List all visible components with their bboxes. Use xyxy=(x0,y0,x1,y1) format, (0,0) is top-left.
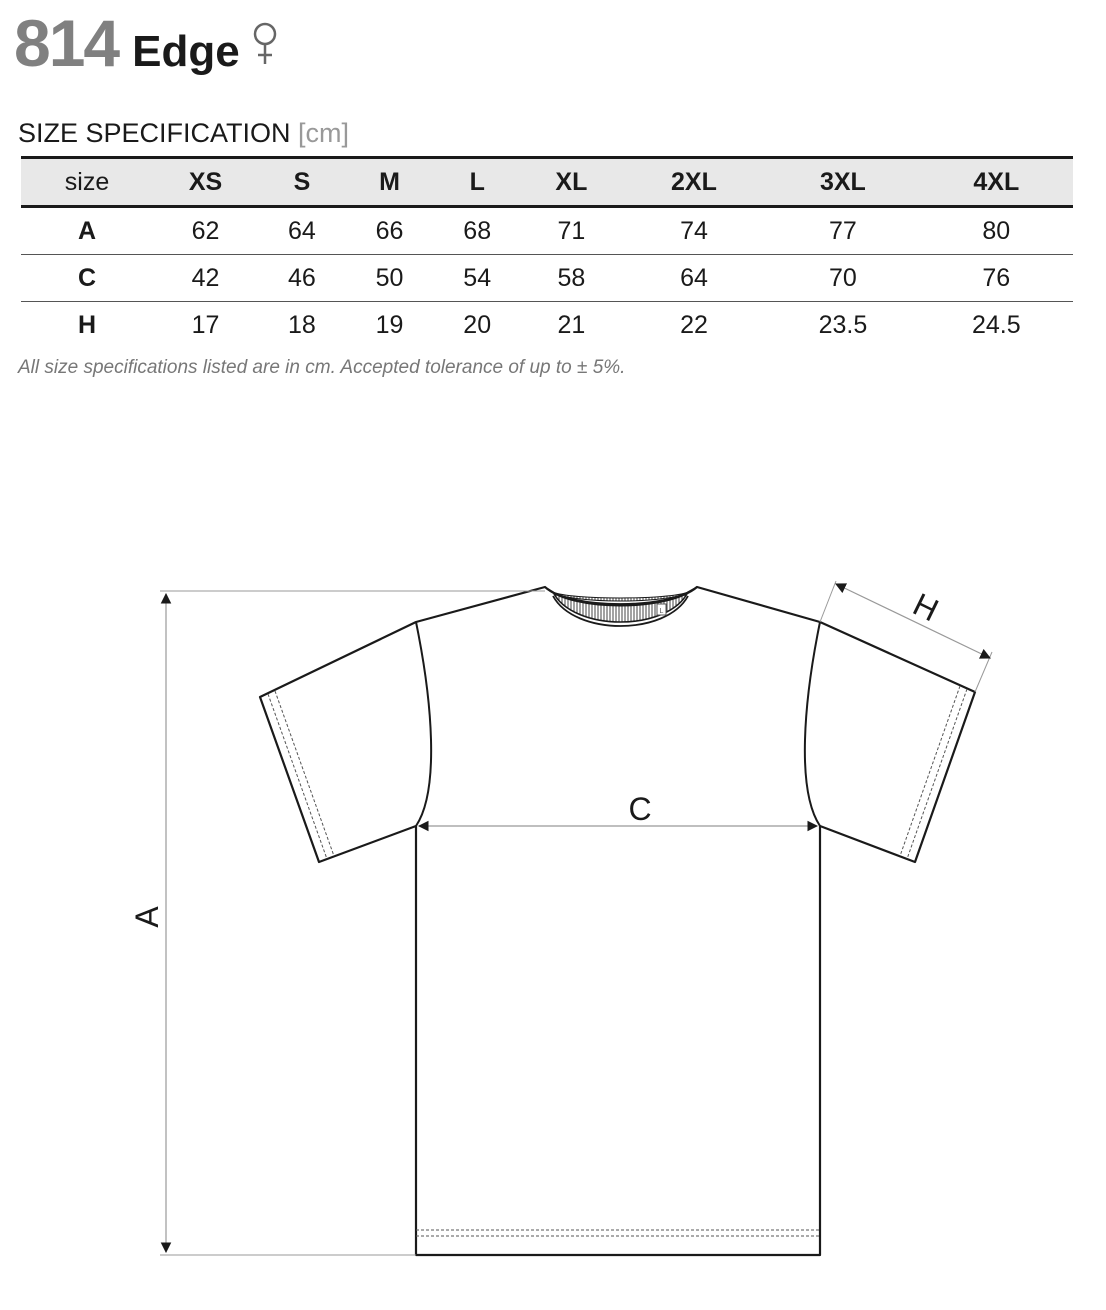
model-name: Edge xyxy=(132,27,240,76)
table-cell: 19 xyxy=(375,310,404,339)
spec-unit: [cm] xyxy=(298,118,350,148)
table-cell: 68 xyxy=(433,207,521,255)
table-cell: 58 xyxy=(521,255,622,302)
table-cell: 62 xyxy=(153,207,258,255)
row-label: C xyxy=(21,255,153,302)
table-cell: 24.5 xyxy=(971,310,1021,339)
tshirt-outline xyxy=(260,587,975,1255)
table-cell: 77 xyxy=(766,207,919,255)
column-header: 2XL xyxy=(622,158,767,207)
table-cell: 17 xyxy=(191,310,220,339)
column-header: S xyxy=(258,158,346,207)
measure-c-label: C xyxy=(628,791,652,827)
female-symbol-icon xyxy=(252,22,278,66)
column-header: XS xyxy=(153,158,258,207)
table-cell: 22 xyxy=(680,310,708,339)
table-cell: 80 xyxy=(920,207,1073,255)
spec-title-text: SIZE SPECIFICATION xyxy=(18,118,291,148)
table-cell: 71 xyxy=(521,207,622,255)
table-cell: 64 xyxy=(622,255,767,302)
size-table-header-row xyxy=(21,158,1073,207)
row-label: A xyxy=(21,207,153,255)
table-cell: 46 xyxy=(258,255,346,302)
measure-h-label: H xyxy=(907,585,945,629)
table-cell: 20 xyxy=(463,310,492,339)
measure-a-label: A xyxy=(129,906,165,928)
table-cell: 64 xyxy=(258,207,346,255)
table-cell: 23.5 xyxy=(818,310,868,339)
table-row xyxy=(21,302,1073,349)
table-row xyxy=(21,207,1073,255)
tolerance-footnote: All size specifications listed are in cm. Accepted tolerance of up to ± 5%. xyxy=(18,357,626,378)
table-cell: 74 xyxy=(622,207,767,255)
table-cell: 54 xyxy=(433,255,521,302)
tshirt-diagram xyxy=(0,560,1106,1280)
table-cell: 50 xyxy=(346,255,434,302)
spec-title xyxy=(18,118,349,149)
column-header: 4XL xyxy=(920,158,1073,207)
column-header: M xyxy=(346,158,434,207)
table-cell: 18 xyxy=(288,310,316,339)
column-header: size xyxy=(21,158,153,207)
row-label: H xyxy=(77,310,97,339)
model-number: 814 xyxy=(14,6,119,80)
table-cell: 21 xyxy=(557,310,586,339)
table-cell: 42 xyxy=(153,255,258,302)
product-header xyxy=(14,6,278,90)
table-cell: 70 xyxy=(766,255,919,302)
table-cell: 76 xyxy=(920,255,1073,302)
column-header: 3XL xyxy=(766,158,919,207)
table-cell: 66 xyxy=(346,207,434,255)
column-header: L xyxy=(433,158,521,207)
column-header: XL xyxy=(521,158,622,207)
size-tag-label: L xyxy=(659,608,664,615)
measure-h-extension xyxy=(820,581,836,622)
size-table xyxy=(21,156,1073,348)
table-row xyxy=(21,255,1073,302)
